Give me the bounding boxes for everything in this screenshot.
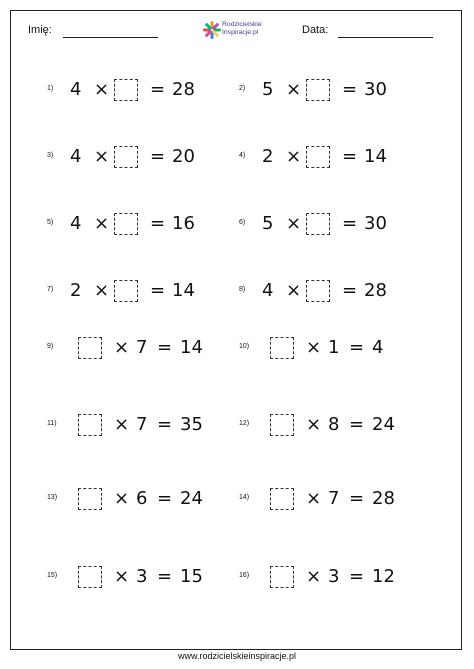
answer-box[interactable]	[270, 488, 294, 510]
times-sign: ×	[94, 146, 110, 167]
result: 35	[180, 414, 203, 435]
problem-15	[42, 565, 242, 595]
times-sign: ×	[94, 79, 110, 100]
result: 14	[172, 280, 195, 301]
answer-box[interactable]	[306, 280, 330, 302]
answer-box[interactable]	[78, 337, 102, 359]
problem-number: 2)	[239, 85, 246, 92]
answer-box[interactable]	[270, 566, 294, 588]
problem-number: 11)	[47, 420, 57, 427]
problem-4	[234, 145, 434, 175]
result: 20	[172, 146, 195, 167]
equals-sign: =	[150, 146, 166, 167]
answer-box[interactable]	[114, 146, 138, 168]
times-sign: ×	[286, 280, 302, 301]
factor: 8	[328, 414, 340, 435]
logo	[203, 20, 283, 44]
problem-number: 8)	[239, 286, 246, 293]
factor: 4	[70, 213, 82, 234]
factor: 5	[262, 213, 274, 234]
factor: 4	[70, 146, 82, 167]
equals-sign: =	[349, 488, 365, 509]
times-sign: ×	[286, 79, 302, 100]
problem-13	[42, 487, 242, 517]
equals-sign: =	[342, 79, 358, 100]
problem-3	[42, 145, 242, 175]
equals-sign: =	[349, 414, 365, 435]
answer-box[interactable]	[306, 79, 330, 101]
problem-10	[234, 336, 434, 366]
answer-box[interactable]	[78, 566, 102, 588]
problem-1	[42, 78, 242, 108]
equals-sign: =	[150, 213, 166, 234]
problem-number: 1)	[47, 85, 54, 92]
equals-sign: =	[342, 280, 358, 301]
times-sign: ×	[306, 414, 322, 435]
problem-number: 6)	[239, 219, 246, 226]
problem-5	[42, 212, 242, 242]
equals-sign: =	[342, 146, 358, 167]
times-sign: ×	[94, 280, 110, 301]
problem-number: 5)	[47, 219, 54, 226]
answer-box[interactable]	[114, 280, 138, 302]
result: 24	[180, 488, 203, 509]
times-sign: ×	[114, 566, 130, 587]
factor: 4	[70, 79, 82, 100]
equals-sign: =	[349, 337, 365, 358]
times-sign: ×	[306, 337, 322, 358]
problem-12	[234, 413, 434, 443]
answer-box[interactable]	[270, 414, 294, 436]
result: 28	[172, 79, 195, 100]
problem-number: 9)	[47, 343, 54, 350]
problem-number: 10)	[239, 343, 250, 350]
times-sign: ×	[114, 337, 130, 358]
answer-box[interactable]	[78, 414, 102, 436]
times-sign: ×	[286, 213, 302, 234]
equals-sign: =	[157, 337, 173, 358]
date-field[interactable]	[338, 37, 433, 38]
problem-number: 15)	[47, 572, 58, 579]
equals-sign: =	[349, 566, 365, 587]
problem-6	[234, 212, 434, 242]
factor: 2	[70, 280, 82, 301]
equals-sign: =	[150, 79, 166, 100]
equals-sign: =	[157, 488, 173, 509]
problem-number: 13)	[47, 494, 58, 501]
answer-box[interactable]	[306, 146, 330, 168]
result: 4	[372, 337, 384, 358]
result: 30	[364, 79, 387, 100]
factor: 7	[136, 414, 148, 435]
factor: 6	[136, 488, 148, 509]
logo-line-2: Inspiracje.pl	[222, 29, 259, 36]
logo-text	[222, 21, 262, 37]
logo-line-1: Rodzicielskie	[222, 21, 262, 28]
times-sign: ×	[306, 488, 322, 509]
factor: 7	[328, 488, 340, 509]
result: 16	[172, 213, 195, 234]
answer-box[interactable]	[270, 337, 294, 359]
problem-7	[42, 279, 242, 309]
factor: 1	[328, 337, 340, 358]
footer-url: www.rodzicielskieinspiracje.pl	[177, 651, 297, 661]
result: 24	[372, 414, 395, 435]
name-label: Imię:	[28, 24, 52, 36]
factor: 3	[136, 566, 148, 587]
result: 28	[364, 280, 387, 301]
name-field[interactable]	[63, 37, 158, 38]
times-sign: ×	[114, 488, 130, 509]
times-sign: ×	[114, 414, 130, 435]
problem-number: 7)	[47, 286, 54, 293]
equals-sign: =	[150, 280, 166, 301]
answer-box[interactable]	[306, 213, 330, 235]
problem-number: 3)	[47, 152, 54, 159]
answer-box[interactable]	[114, 213, 138, 235]
factor: 4	[262, 280, 274, 301]
result: 15	[180, 566, 203, 587]
problem-number: 12)	[239, 420, 250, 427]
logo-star-icon	[203, 21, 221, 39]
problem-number: 16)	[239, 572, 250, 579]
factor: 7	[136, 337, 148, 358]
problem-number: 4)	[239, 152, 246, 159]
equals-sign: =	[157, 414, 173, 435]
problem-2	[234, 78, 434, 108]
times-sign: ×	[286, 146, 302, 167]
equals-sign: =	[157, 566, 173, 587]
result: 12	[372, 566, 395, 587]
times-sign: ×	[94, 213, 110, 234]
problem-8	[234, 279, 434, 309]
factor: 5	[262, 79, 274, 100]
problem-16	[234, 565, 434, 595]
answer-box[interactable]	[78, 488, 102, 510]
factor: 2	[262, 146, 274, 167]
equals-sign: =	[342, 213, 358, 234]
times-sign: ×	[306, 566, 322, 587]
result: 14	[364, 146, 387, 167]
problem-number: 14)	[239, 494, 250, 501]
date-label: Data:	[302, 24, 329, 36]
problem-14	[234, 487, 434, 517]
result: 14	[180, 337, 203, 358]
problem-9	[42, 336, 242, 366]
result: 28	[372, 488, 395, 509]
factor: 3	[328, 566, 340, 587]
result: 30	[364, 213, 387, 234]
problem-11	[42, 413, 242, 443]
answer-box[interactable]	[114, 79, 138, 101]
